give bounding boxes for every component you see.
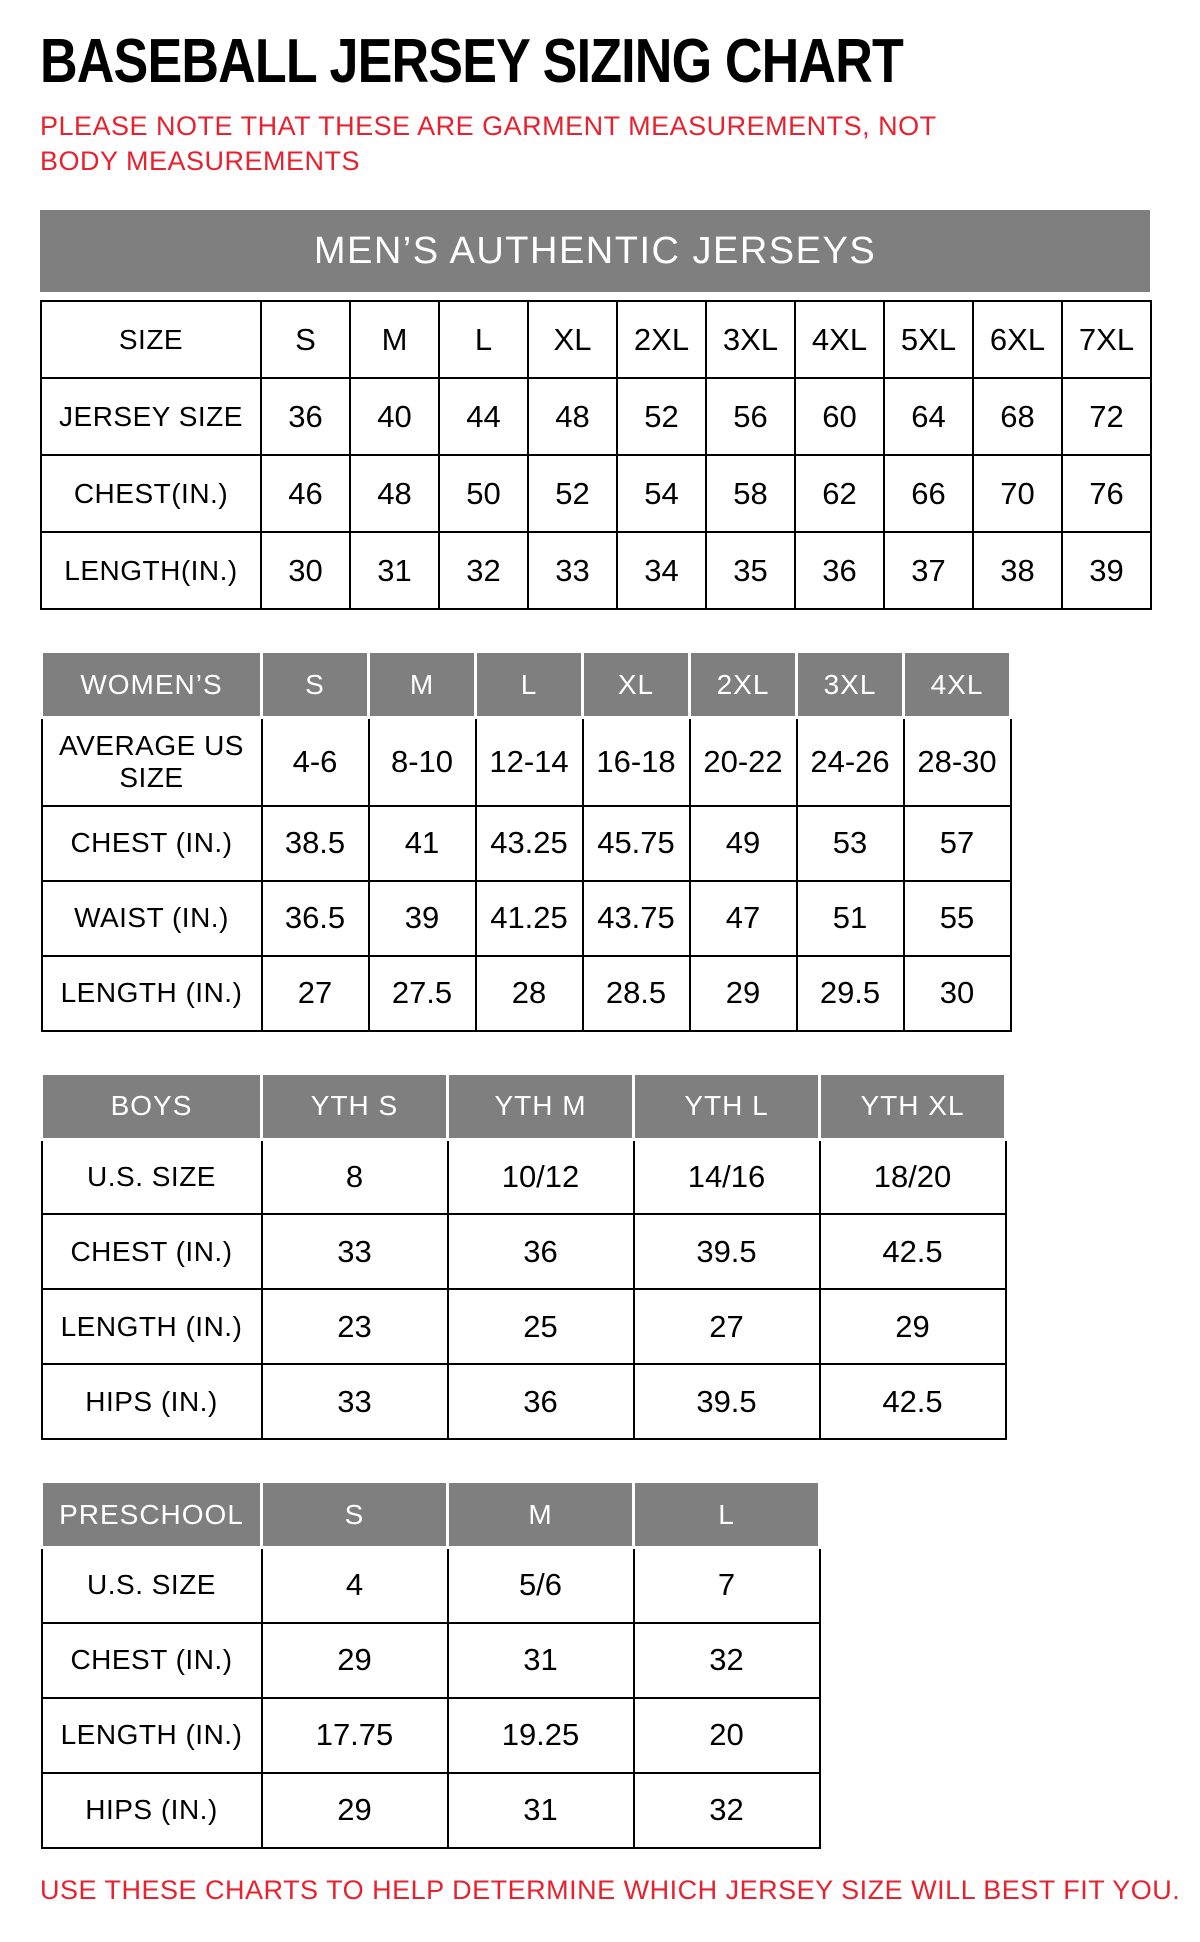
header-cell: WOMEN’S	[42, 652, 262, 718]
cell: 31	[350, 532, 439, 609]
table-row	[42, 1289, 1006, 1364]
table-row	[42, 1548, 820, 1623]
cell: 24-26	[797, 718, 904, 806]
cell: 76	[1062, 455, 1151, 532]
row-label: CHEST (IN.)	[42, 1623, 262, 1698]
cell: 48	[528, 378, 617, 455]
cell: 33	[528, 532, 617, 609]
cell: 8-10	[369, 718, 476, 806]
row-label: U.S. SIZE	[42, 1139, 262, 1214]
table-row	[41, 455, 1151, 532]
header-cell: PRESCHOOL	[42, 1482, 262, 1548]
row-label: SIZE	[41, 301, 261, 378]
cell: 4XL	[795, 301, 884, 378]
cell: 20	[634, 1698, 820, 1773]
cell: 30	[904, 956, 1011, 1031]
cell: 8	[262, 1139, 448, 1214]
table-row	[42, 806, 1011, 881]
cell: 28	[476, 956, 583, 1031]
table-row	[42, 1139, 1006, 1214]
header-cell: 3XL	[797, 652, 904, 718]
cell: 29.5	[797, 956, 904, 1031]
row-label: CHEST(IN.)	[41, 455, 261, 532]
page-title: BASEBALL JERSEY SIZING CHART	[40, 27, 903, 96]
cell: 52	[528, 455, 617, 532]
cell: XL	[528, 301, 617, 378]
cell: 31	[448, 1623, 634, 1698]
table-row	[42, 718, 1011, 806]
table-header-row	[42, 1482, 820, 1548]
cell: 17.75	[262, 1698, 448, 1773]
header-cell: M	[448, 1482, 634, 1548]
header-cell: BOYS	[42, 1073, 262, 1139]
cell: 70	[973, 455, 1062, 532]
cell: 43.25	[476, 806, 583, 881]
cell: 72	[1062, 378, 1151, 455]
header-cell: 2XL	[690, 652, 797, 718]
cell: 36	[448, 1214, 634, 1289]
cell: 48	[350, 455, 439, 532]
cell: 31	[448, 1773, 634, 1848]
row-label: LENGTH(IN.)	[41, 532, 261, 609]
header-cell: 4XL	[904, 652, 1011, 718]
row-label: U.S. SIZE	[42, 1548, 262, 1623]
table-header-row	[42, 1073, 1006, 1139]
row-label: CHEST (IN.)	[42, 806, 262, 881]
header-cell: S	[262, 1482, 448, 1548]
table-row	[41, 378, 1151, 455]
cell: 33	[262, 1214, 448, 1289]
cell: 18/20	[820, 1139, 1006, 1214]
cell: 4	[262, 1548, 448, 1623]
row-label: LENGTH (IN.)	[42, 1698, 262, 1773]
cell: 64	[884, 378, 973, 455]
mens-table	[40, 300, 1152, 610]
table-row	[41, 301, 1151, 378]
row-label: HIPS (IN.)	[42, 1364, 262, 1439]
cell: 30	[261, 532, 350, 609]
cell: 56	[706, 378, 795, 455]
cell: 28-30	[904, 718, 1011, 806]
cell: 38.5	[262, 806, 369, 881]
table-row	[42, 1698, 820, 1773]
table-row	[42, 956, 1011, 1031]
preschool-table	[40, 1480, 821, 1849]
cell: 68	[973, 378, 1062, 455]
cell: 42.5	[820, 1214, 1006, 1289]
cell: 51	[797, 881, 904, 956]
cell: 62	[795, 455, 884, 532]
cell: 43.75	[583, 881, 690, 956]
cell: 66	[884, 455, 973, 532]
cell: 42.5	[820, 1364, 1006, 1439]
cell: 52	[617, 378, 706, 455]
cell: 27.5	[369, 956, 476, 1031]
cell: 27	[634, 1289, 820, 1364]
note-text: PLEASE NOTE THAT THESE ARE GARMENT MEASUREMENTS, NOT BODY MEASUREMENTS	[40, 111, 937, 176]
cell: 29	[690, 956, 797, 1031]
cell: 36	[795, 532, 884, 609]
header-cell: L	[476, 652, 583, 718]
cell: 16-18	[583, 718, 690, 806]
table-row	[42, 1773, 820, 1848]
table-row	[42, 881, 1011, 956]
cell: 7	[634, 1548, 820, 1623]
cell: 6XL	[973, 301, 1062, 378]
cell: 27	[262, 956, 369, 1031]
header-cell: YTH M	[448, 1073, 634, 1139]
footer-text: USE THESE CHARTS TO HELP DETERMINE WHICH JERSEY SIZE WILL BEST FIT YOU.	[40, 1874, 1181, 1905]
cell: 36	[448, 1364, 634, 1439]
cell: 38	[973, 532, 1062, 609]
cell: 29	[262, 1773, 448, 1848]
cell: 49	[690, 806, 797, 881]
cell: 7XL	[1062, 301, 1151, 378]
cell: 60	[795, 378, 884, 455]
row-label: AVERAGE US SIZE	[42, 718, 262, 806]
cell: 14/16	[634, 1139, 820, 1214]
cell: 46	[261, 455, 350, 532]
cell: 32	[439, 532, 528, 609]
cell: 57	[904, 806, 1011, 881]
header-cell: XL	[583, 652, 690, 718]
cell: 20-22	[690, 718, 797, 806]
cell: 34	[617, 532, 706, 609]
cell: 19.25	[448, 1698, 634, 1773]
cell: 44	[439, 378, 528, 455]
cell: 53	[797, 806, 904, 881]
table-header-row	[42, 652, 1011, 718]
cell: 12-14	[476, 718, 583, 806]
cell: 29	[262, 1623, 448, 1698]
row-label: WAIST (IN.)	[42, 881, 262, 956]
cell: 41	[369, 806, 476, 881]
row-label: LENGTH (IN.)	[42, 1289, 262, 1364]
mens-banner: MEN’S AUTHENTIC JERSEYS	[40, 210, 1150, 292]
header-cell: YTH XL	[820, 1073, 1006, 1139]
cell: 39.5	[634, 1364, 820, 1439]
cell: 41.25	[476, 881, 583, 956]
cell: 39.5	[634, 1214, 820, 1289]
cell: 55	[904, 881, 1011, 956]
cell: 23	[262, 1289, 448, 1364]
cell: 39	[1062, 532, 1151, 609]
cell: S	[261, 301, 350, 378]
header-cell: YTH L	[634, 1073, 820, 1139]
table-row	[42, 1364, 1006, 1439]
cell: 35	[706, 532, 795, 609]
womens-table	[40, 650, 1012, 1032]
cell: 25	[448, 1289, 634, 1364]
cell: L	[439, 301, 528, 378]
cell: 10/12	[448, 1139, 634, 1214]
cell: 39	[369, 881, 476, 956]
table-row	[42, 1214, 1006, 1289]
cell: 32	[634, 1623, 820, 1698]
row-label: HIPS (IN.)	[42, 1773, 262, 1848]
cell: 29	[820, 1289, 1006, 1364]
cell: 33	[262, 1364, 448, 1439]
row-label: LENGTH (IN.)	[42, 956, 262, 1031]
cell: 45.75	[583, 806, 690, 881]
cell: M	[350, 301, 439, 378]
table-row	[41, 532, 1151, 609]
cell: 58	[706, 455, 795, 532]
row-label: JERSEY SIZE	[41, 378, 261, 455]
cell: 4-6	[262, 718, 369, 806]
header-cell: YTH S	[262, 1073, 448, 1139]
header-cell: L	[634, 1482, 820, 1548]
header-cell: S	[262, 652, 369, 718]
header-cell: M	[369, 652, 476, 718]
cell: 5XL	[884, 301, 973, 378]
cell: 40	[350, 378, 439, 455]
cell: 32	[634, 1773, 820, 1848]
boys-table	[40, 1072, 1007, 1441]
cell: 2XL	[617, 301, 706, 378]
cell: 47	[690, 881, 797, 956]
cell: 28.5	[583, 956, 690, 1031]
row-label: CHEST (IN.)	[42, 1214, 262, 1289]
cell: 37	[884, 532, 973, 609]
cell: 36	[261, 378, 350, 455]
cell: 50	[439, 455, 528, 532]
cell: 3XL	[706, 301, 795, 378]
cell: 5/6	[448, 1548, 634, 1623]
cell: 54	[617, 455, 706, 532]
table-row	[42, 1623, 820, 1698]
cell: 36.5	[262, 881, 369, 956]
